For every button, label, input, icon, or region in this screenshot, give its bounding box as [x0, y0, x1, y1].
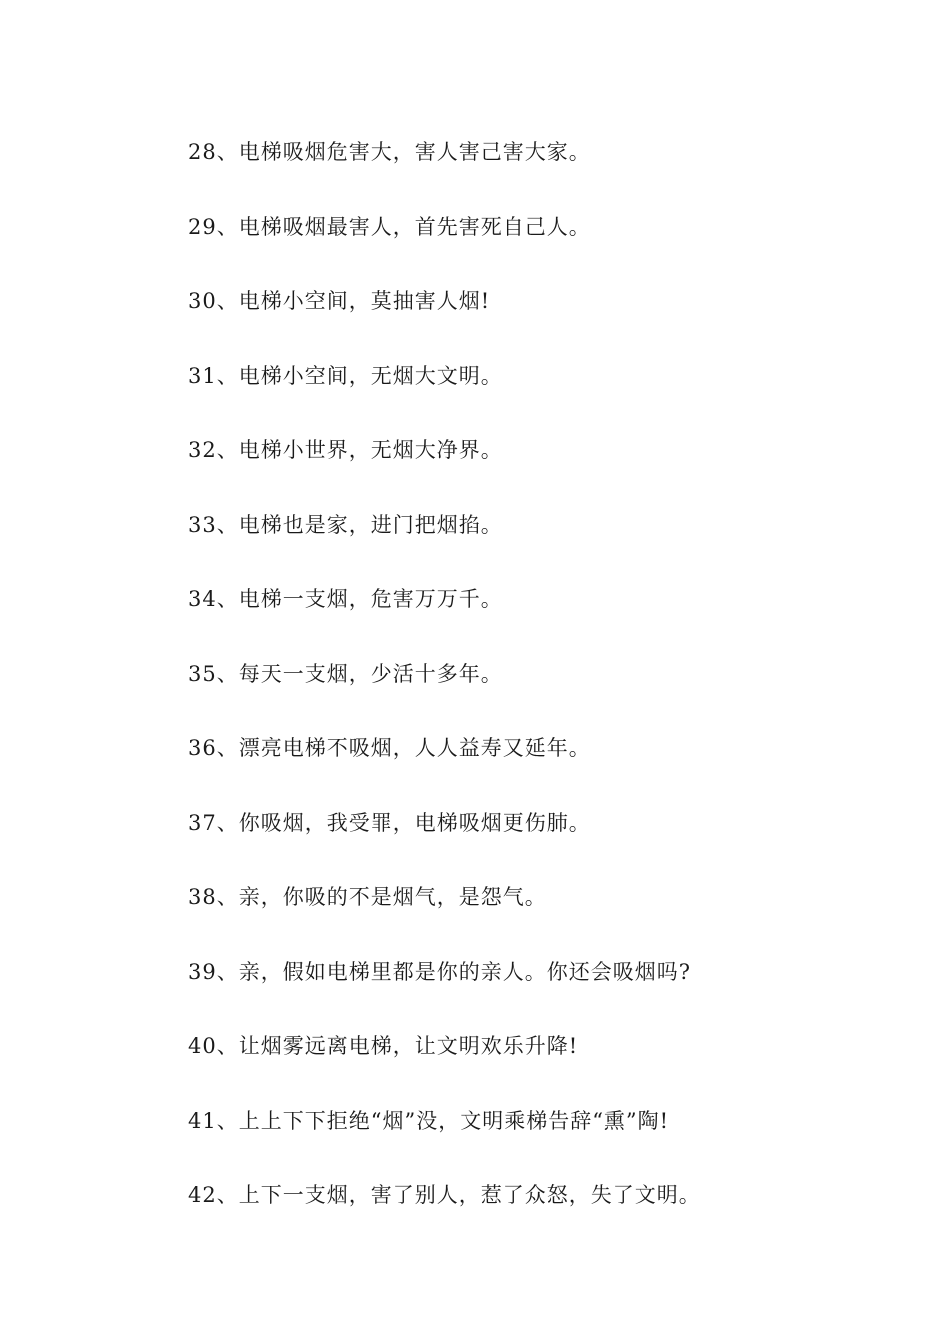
list-item: 37、你吸烟，我受罪，电梯吸烟更伤肺。: [188, 810, 591, 835]
list-item: 39、亲，假如电梯里都是你的亲人。你还会吸烟吗?: [188, 959, 691, 984]
list-item: 41、上上下下拒绝“烟”没，文明乘梯告辞“熏”陶!: [188, 1108, 670, 1133]
list-item: 36、漂亮电梯不吸烟，人人益寿又延年。: [188, 736, 591, 760]
slogan-list: [188, 132, 908, 1250]
list-item: 32、电梯小世界，无烟大净界。: [188, 438, 503, 462]
list-item: 33、电梯也是家，进门把烟掐。: [188, 512, 503, 537]
list-item: 40、让烟雾远离电梯，让文明欢乐升降!: [188, 1034, 579, 1058]
list-item: 29、电梯吸烟最害人，首先害死自己人。: [188, 214, 591, 239]
list-item: 30、电梯小空间，莫抽害人烟!: [188, 289, 491, 313]
list-item: 38、亲，你吸的不是烟气，是怨气。: [188, 885, 547, 909]
list-item: 28、电梯吸烟危害大，害人害己害大家。: [188, 140, 591, 164]
list-item: 31、电梯小空间，无烟大文明。: [188, 363, 503, 388]
list-item: 35、每天一支烟，少活十多年。: [188, 661, 503, 686]
list-item: 34、电梯一支烟，危害万万千。: [188, 587, 503, 611]
list-item: 42、上下一支烟，害了别人，惹了众怒，失了文明。: [188, 1183, 701, 1207]
